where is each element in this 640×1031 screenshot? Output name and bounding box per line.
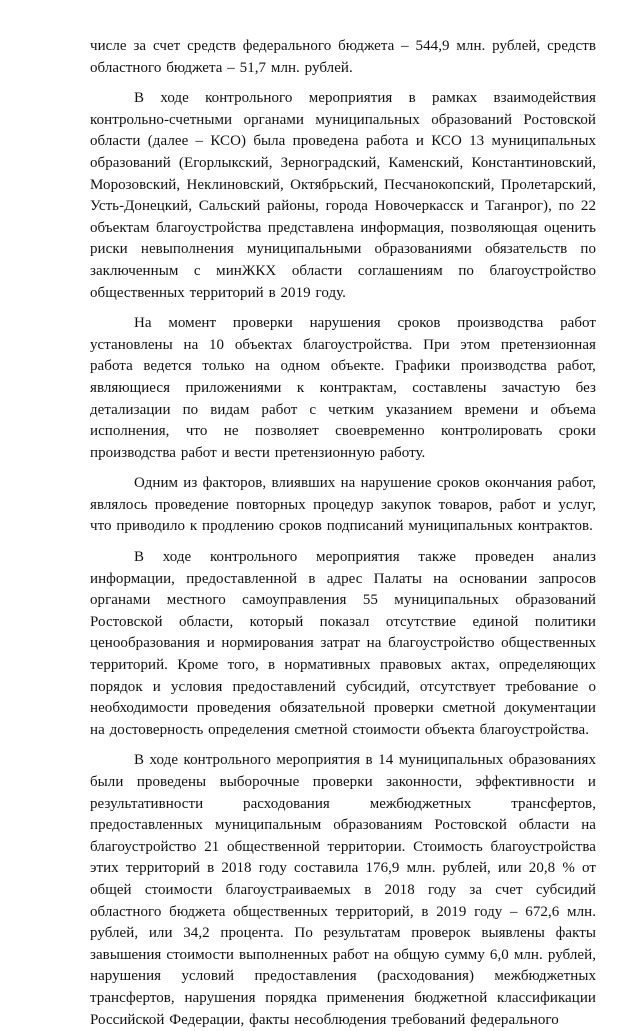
- paragraph-selective-audits: В ходе контрольного мероприятия в 14 муниципальных образованиях были проведены выборочные проверки законности, эффективности и результативности расходования межбюджетных трансфертов, предоставленных муниципальным образованиям Ростовской области на благоустройство 21 общественной территории. Стоимость благоустройства этих территорий в 2018 году составила 176,9 млн. рублей, или 20,8 % от общей стоимости благоустраиваемых в 2018 году за счет субсидий областного бюджета общественных территорий, в 2019 году – 672,6 млн. рублей, или 34,2 процента. По результатам проверок выявлены факты завышения стоимости выполненных работ на общую сумму 6,0 млн. рублей, нарушения условий предоставления (расходования) межбюджетных трансфертов, нарушения порядка применения бюджетной классификации Российской Федерации, факты несоблюдения требований федерального: [90, 752, 596, 1028]
- paragraph-procurement-factors: Одним из факторов, влиявших на нарушение сроков окончания работ, являлось проведение повторных процедур закупок товаров, работ и услуг, что приводило к продлению сроков подписаний муниципальных контрактов.: [90, 475, 596, 535]
- paragraph-pricing-analysis: В ходе контрольного мероприятия также проведен анализ информации, предоставленной в адрес Палаты на основании запросов органами местного самоуправления 55 муниципальных образований Ростовской области, который показал отсутствие единой политики ценообразования и нормирования затрат на благоустройство общественных территорий. Кроме того, в нормативных правовых актах, определяющих порядок и условия предоставлений субсидий, отсутствует требование о необходимости проведения обязательной проверки сметной документации на достоверность определения сметной стоимости объекта благоустройства.: [90, 549, 596, 738]
- paragraph-continuation: числе за счет средств федерального бюджета – 544,9 млн. рублей, средств областного бюджета – 51,7 млн. рублей.: [90, 38, 596, 76]
- paragraph-kso-interaction: В ходе контрольного мероприятия в рамках взаимодействия контрольно-счетными органами муниципальных образований Ростовской области (далее – КСО) была проведена работа и КСО 13 муниципальных образований (Егорлыкский, Зерноградский, Каменский, Константиновский, Морозовский, Неклиновский, Октябрьский, Песчанокопский, Пролетарский, Усть-Донецкий, Сальский районы, города Новочеркасск и Таганрог), по 22 объектам благоустройства представлена информация, позволяющая оценить риски невыполнения муниципальными образованиями обязательств по заключенным с минЖКХ области соглашениям по благоустройство общественных территорий в 2019 году.: [90, 90, 596, 301]
- paragraph-deadline-violations: На момент проверки нарушения сроков производства работ установлены на 10 объектах благоустройства. При этом претензионная работа ведется только на одном объекте. Графики производства работ, являющиеся приложениями к контрактам, составлены зачастую без детализации по видам работ с четким указанием времени и объема исполнения, что не позволяет своевременно контролировать сроки производства работ и вести претензионную работу.: [90, 315, 596, 461]
